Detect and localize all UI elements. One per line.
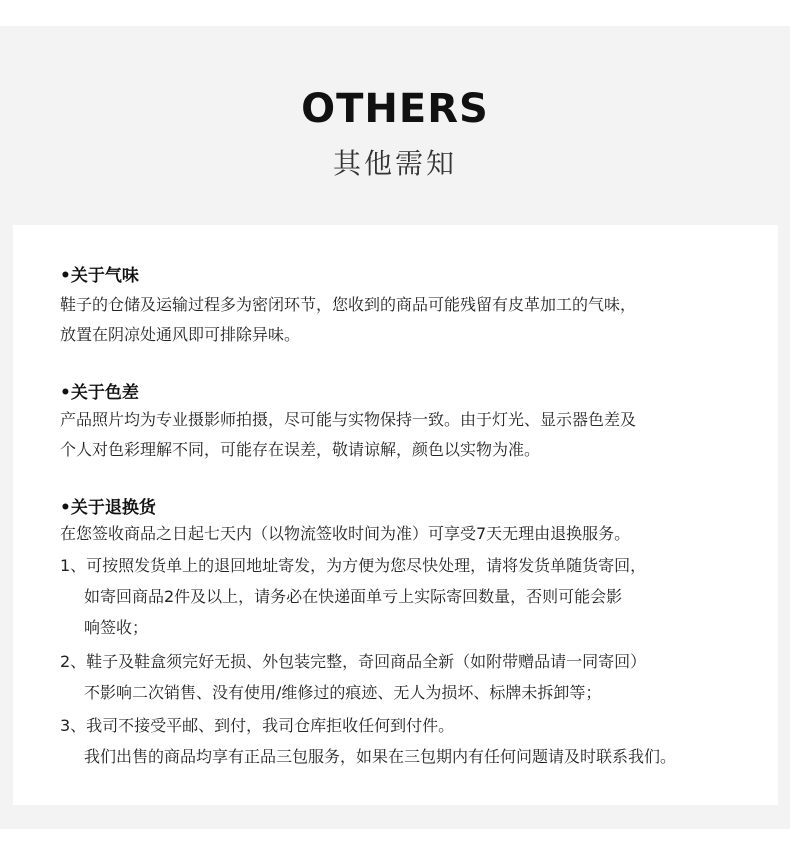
section-color-line: 产品照片均为专业摄影师拍摄，尽可能与实物保持一致。由于灯光、显示器色差及 [60, 410, 637, 429]
section-color-line: 个人对色彩理解不同，可能存在误差，敬请谅解，颜色以实物为准。 [60, 440, 541, 459]
section-returns-line: 不影响二次销售、没有使用/维修过的痕迹、无人为损坏、标牌未拆卸等； [84, 683, 602, 702]
content-card [13, 225, 778, 805]
section-title-returns: •关于退换货 [60, 498, 156, 518]
section-returns-line: 响签收； [84, 618, 149, 637]
section-returns-line: 在您签收商品之日起七天内（以物流签收时间为准）可享受7天无理由退换服务。 [60, 524, 631, 543]
section-title-odor: •关于气味 [60, 266, 139, 286]
section-odor-line: 放置在阴凉处通风即可排除异味。 [60, 325, 301, 344]
section-returns-line: 3、我司不接受平邮、到付，我司仓库拒收任何到付件。 [60, 716, 455, 735]
section-odor-line: 鞋子的仓储及运输过程多为密闭环节，您收到的商品可能残留有皮革加工的气味， [60, 295, 637, 314]
section-returns-line: 1、可按照发货单上的退回地址寄发，为方便为您尽快处理，请将发货单随货寄回， [60, 556, 647, 575]
page-title-cn: 其他需知 [332, 147, 457, 180]
section-title-color: •关于色差 [60, 383, 139, 403]
section-returns-line: 2、鞋子及鞋盒须完好无损、外包装完整，奇回商品全新（如附带赠品请一同寄回） [60, 652, 647, 671]
section-returns-line: 我们出售的商品均享有正品三包服务，如果在三包期内有任何问题请及时联系我们。 [84, 747, 677, 766]
section-returns-line: 如寄回商品2件及以上，请务必在快递面单亏上实际寄回数量，否则可能会影 [84, 587, 623, 606]
page-title-en: OTHERS [301, 86, 489, 132]
